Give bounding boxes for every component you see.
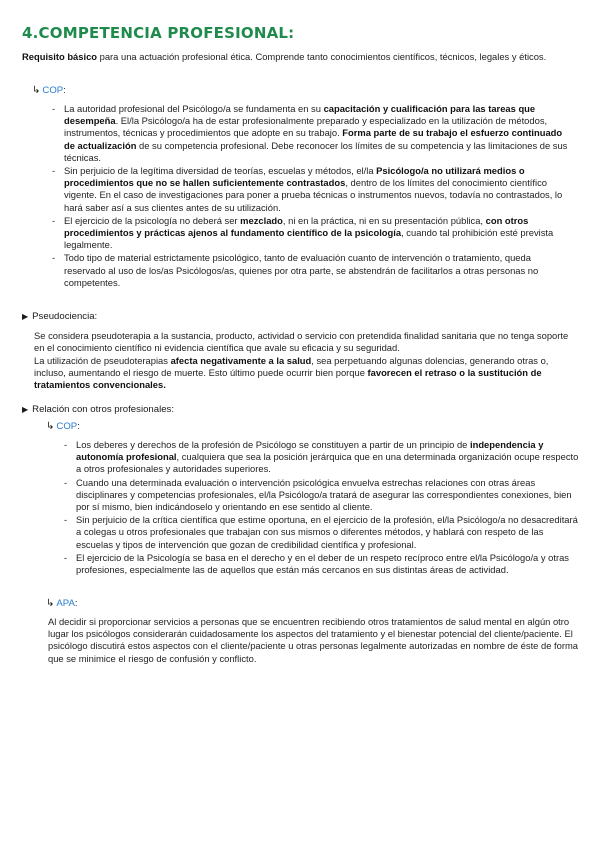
cop1-item-2-run-2: , ni en la práctica, ni en su presentación pública, xyxy=(282,214,486,226)
cop1-item-0-run-1: capacitación y cualificación para las tareas que desempeña xyxy=(64,103,536,127)
pseudo-heading xyxy=(22,311,97,323)
pseudo-p2-run-0: La utilización de pseudoterapias xyxy=(34,355,171,366)
cop1-item-1-run-0: Sin perjuicio de la legítima diversidad de teorías, escuelas y métodos, el/la xyxy=(64,165,377,177)
pseudo-p2-run-2: , sea perpetuando algunas dolencias, generando otras o, incluso, aumentando el riesgo de muerte. Esto último puede ocurrir bien porque xyxy=(34,355,549,379)
cop1-item-1-run-2: , dentro de los límites del conocimiento científico vigente. En el caso de investigaciones para poner a prueba técnicas o instrumentos nuevos, todavía no contrastados, lo hará saber así a sus clientes antes de su utilización. xyxy=(64,177,563,213)
section-title: 4.COMPETENCIA PROFESIONAL: xyxy=(22,24,295,42)
relacion-heading-text: Relación con otros profesionales: xyxy=(32,404,175,415)
cop1-item-0-run-0: La autoridad profesional del Psicólogo/a se fundamenta en su xyxy=(64,103,324,114)
pseudo-p2-run-1: afecta negativamente a la salud xyxy=(170,355,312,366)
list-item xyxy=(52,165,572,214)
cop-label-1: COP xyxy=(42,85,64,96)
cop-label-2: COP xyxy=(56,421,78,432)
intro-paragraph xyxy=(22,51,577,63)
apa-heading xyxy=(46,598,78,610)
cop2-item-0-run-0: Los deberes y derechos de la profesión de Psicólogo se constituyen a partir de un principio de xyxy=(76,439,470,450)
cop1-item-3-run-0: Todo tipo de material estrictamente psicológico, tanto de evaluación cuanto de intervención o tratamiento, queda reservado al uso de los/as Psicólogos/as, quienes por otra parte, se abstendrán de facilitarlos a otras personas no competentes. xyxy=(64,252,539,288)
pseudo-p2-run-3: favorecen el retraso o la sustitución de tratamientos convencionales. xyxy=(34,367,542,391)
list-item xyxy=(64,514,580,551)
list-item xyxy=(64,439,580,476)
list-item xyxy=(52,215,572,252)
cop-list-1 xyxy=(52,103,572,290)
list-item xyxy=(64,552,580,576)
intro-bold: Requisito básico xyxy=(22,51,98,62)
cop1-item-0-run-3: Forma parte de su trabajo el esfuerzo continuado de actualización xyxy=(64,127,563,151)
cop1-item-0-run-4: de su competencia profesional. Debe reconocer los límites de su competencia y las limitaciones de sus técnicas. xyxy=(64,139,568,163)
cop1-item-1-run-1: Psicólogo/a no utilizará medios o procedimientos que no se hallen suficientemente contrastados xyxy=(64,165,525,189)
cop-colon-1: : xyxy=(63,85,66,96)
apa-colon: : xyxy=(74,598,78,609)
cop2-item-0-run-2: , cualquiera que sea la posición jerárquica que en una determinada organización ocupe respecto a otros profesionales y autoridades superiores. xyxy=(76,451,579,475)
pseudo-paragraph-2 xyxy=(34,355,582,392)
cop2-item-3-run-0: El ejercicio de la Psicología se basa en el derecho y en el deber de un respeto recíproco entre el/la Psicólogo/a y otras profesiones, especialmente las de aquellos que están más cercanos en sus distintas áreas de actividad. xyxy=(76,551,569,576)
cop1-item-2-run-4: , cuando tal prohibición esté prevista legalmente. xyxy=(64,227,554,251)
intro-text: para una actuación profesional ética. Comprende tanto conocimientos científicos, técnicos, legales y éticos. xyxy=(97,51,547,62)
relacion-heading xyxy=(22,404,174,416)
cop1-item-2-run-3: con otros procedimientos y prácticas ajenos al fundamento científico de la psicología xyxy=(64,214,529,239)
pseudo-heading-text: Pseudociencia: xyxy=(32,311,98,322)
list-item xyxy=(64,477,580,514)
arrow-icon: ↳ xyxy=(32,85,41,96)
cop-colon-2: : xyxy=(77,421,80,432)
apa-paragraph: Al decidir si proporcionar servicios a personas que se encuentren recibiendo otros tratamientos de salud mental en algún otro lugar los psicólogos considerarán cuidadosamente los aspectos del tratamiento y el bienestar potencial del cliente/paciente. El psicólogo discutirá estos aspectos con el cliente/paciente u otras personas legalmente autorizadas en nombre de éste de forma que se minimice el riesgo de confusión y conflicto. xyxy=(48,616,578,664)
arrow-icon: ↳ xyxy=(46,598,55,609)
cop-heading-2 xyxy=(46,421,80,433)
cop2-item-2-run-0: Sin perjuicio de la crítica científica que estime oportuna, en el ejercicio de la profesión, el/la Psicólogo/a no desacreditará a colegas u otros profesionales que trabajan con sus mismos o diferentes métodos, y hablará con respeto de las escuelas y tipos de intervención que gozan de credibilidad científica y profesional. xyxy=(76,514,578,550)
cop2-item-1-run-0: Cuando una determinada evaluación o intervención psicológica envuelva estrechas relaciones con otras áreas disciplinares y competencias profesionales, el/la Psicólogo/a tratará de asegurar las correspondientes conexiones, bien por sí mismo, bien indicándoselo y orientando en ese sentido al cliente. xyxy=(76,476,572,513)
triangle-bullet-icon: ▶ xyxy=(22,312,29,321)
triangle-bullet-icon: ▶ xyxy=(22,405,29,414)
pseudo-paragraph-1: Se considera pseudoterapia a la sustancia, producto, actividad o servicio con pretendida finalidad sanitaria que no tenga soporte en el conocimiento científico ni evidencia científica que avale su eficacia y su seguridad. xyxy=(34,330,569,354)
cop1-item-2-run-0: El ejercicio de la psicología no deberá ser xyxy=(64,214,241,226)
list-item xyxy=(52,103,572,164)
cop2-item-0-run-1: independencia y autonomía profesional xyxy=(76,439,544,463)
list-item xyxy=(52,252,572,289)
apa-label: APA xyxy=(56,598,75,609)
cop1-item-0-run-2: . El/la Psicólogo/a ha de estar profesionalmente preparado y especializado en la utilización de métodos, instrumentos, técnicas y procedimientos que adopte en su trabajo. xyxy=(64,115,548,139)
cop-list-2 xyxy=(64,439,580,577)
cop-heading-1 xyxy=(32,85,66,97)
arrow-icon: ↳ xyxy=(46,421,55,432)
cop1-item-2-run-1: mezclado xyxy=(240,214,283,226)
